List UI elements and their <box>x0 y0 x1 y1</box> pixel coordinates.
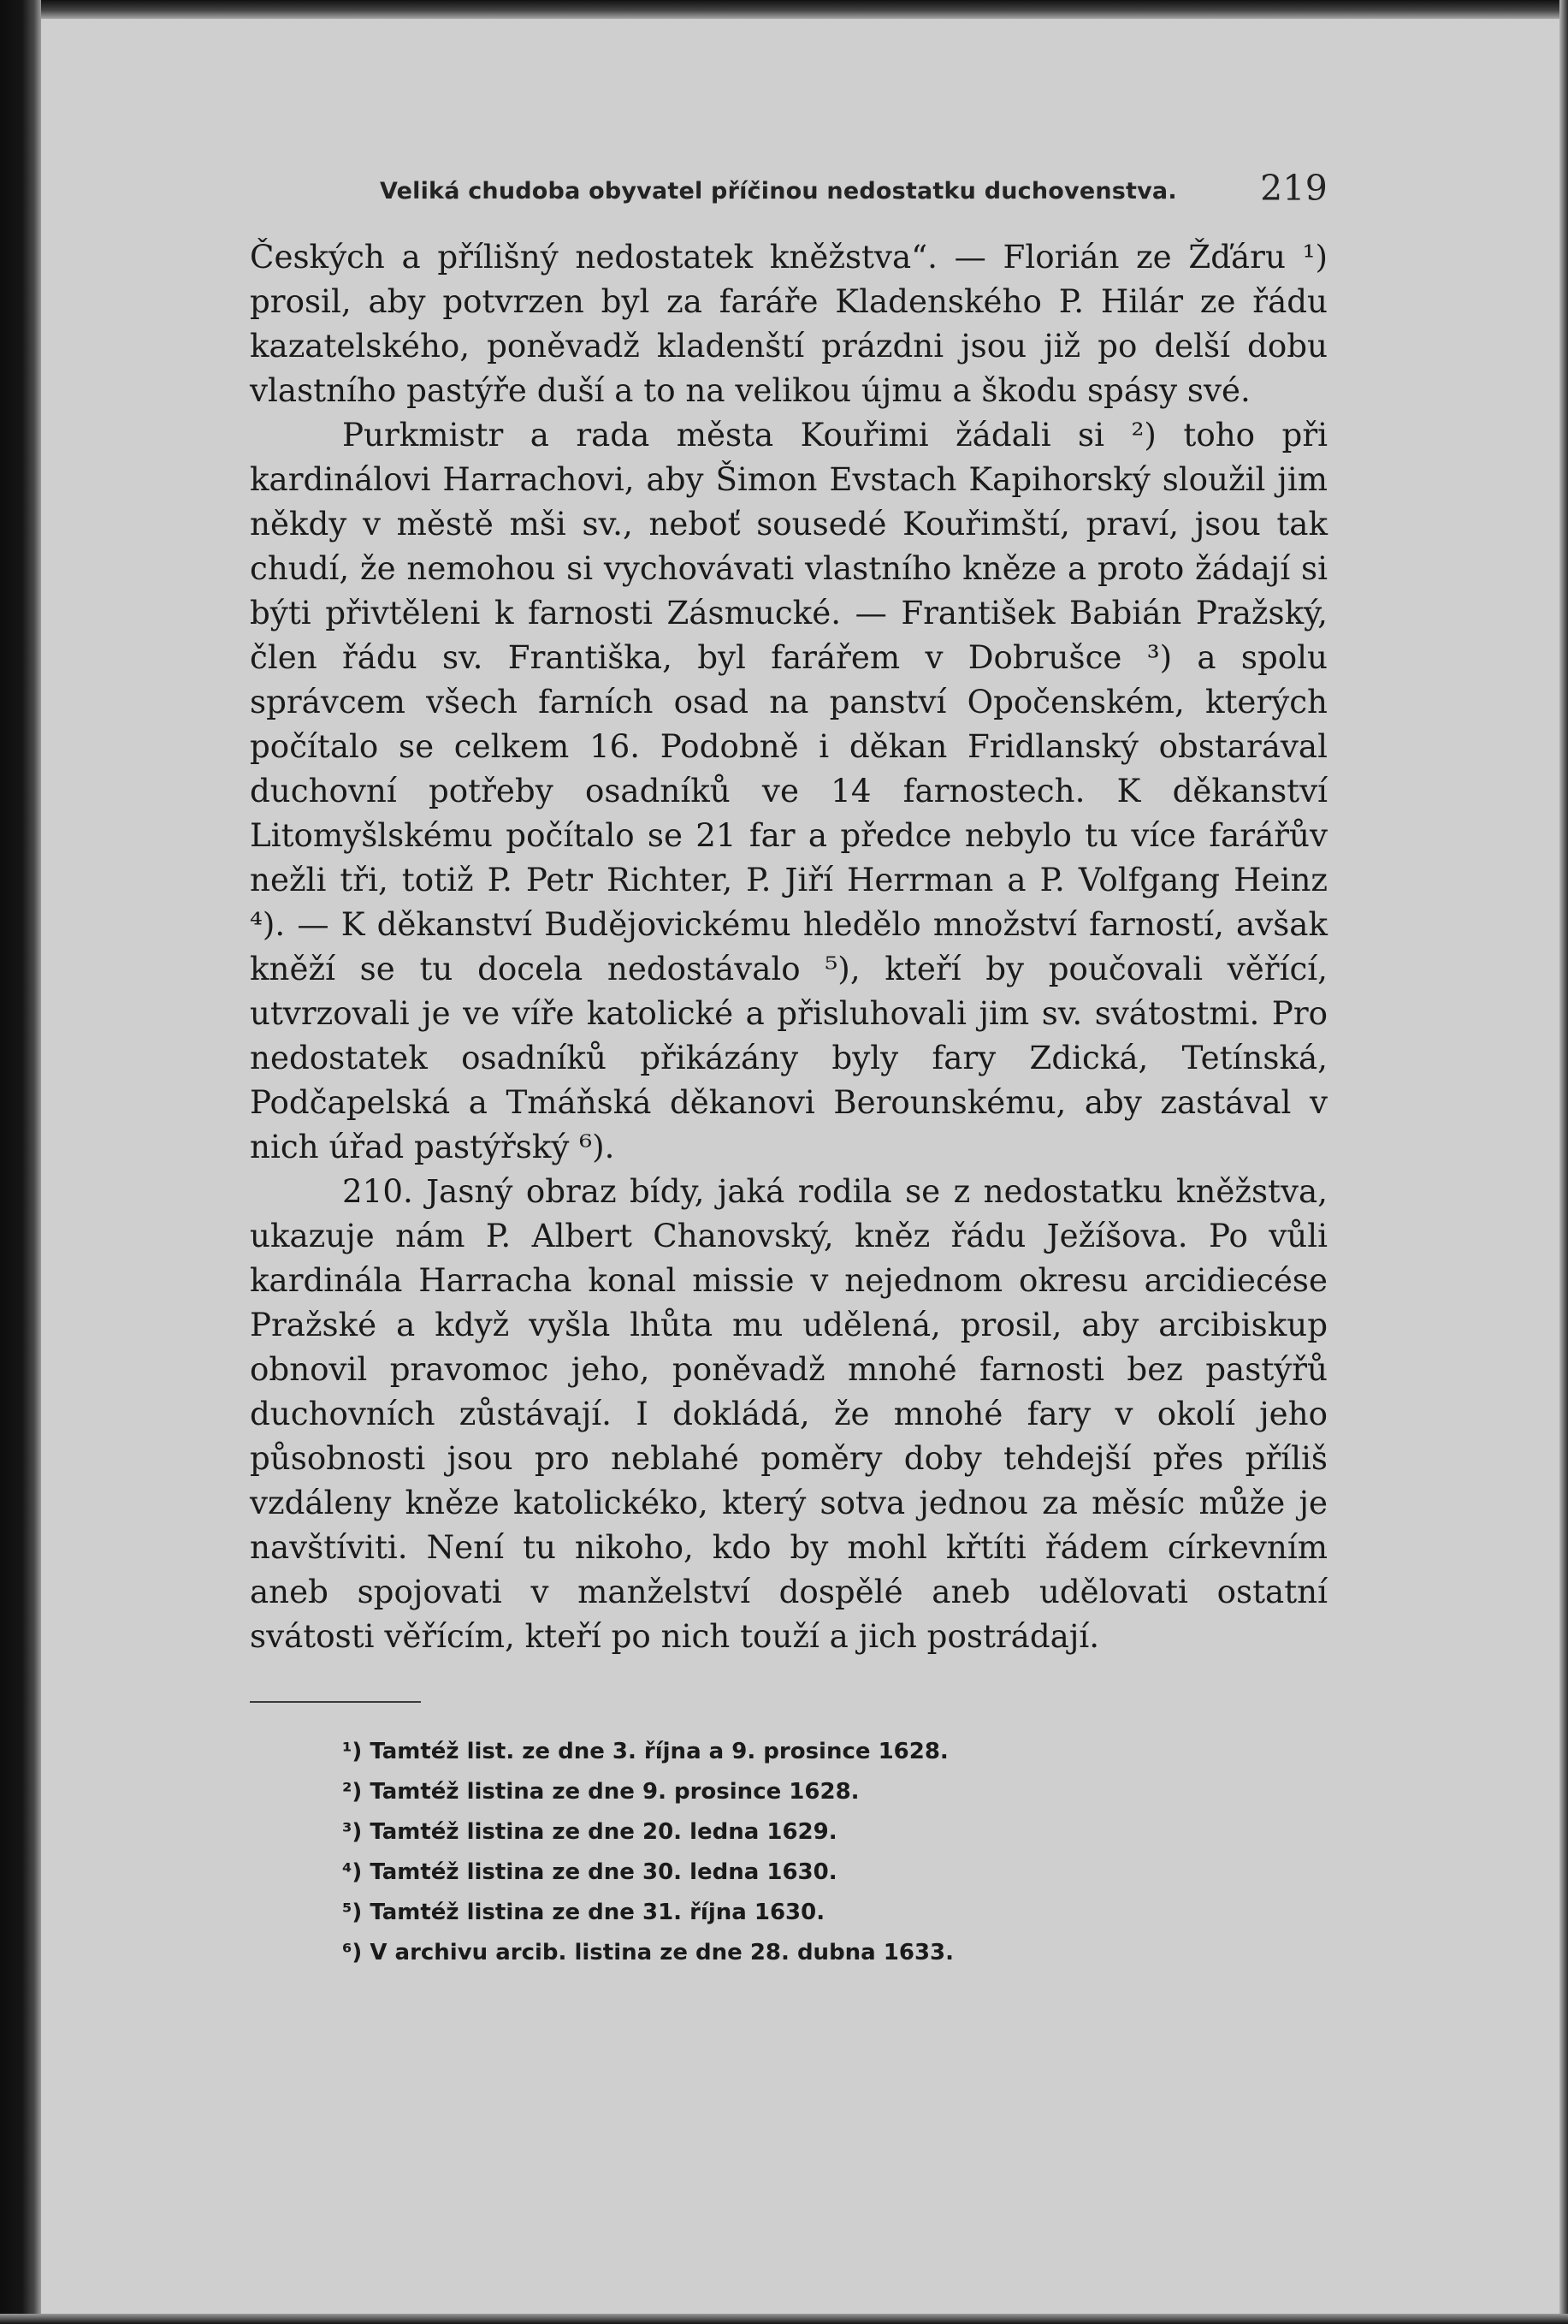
footnote-text: Tamtéž listina ze dne 9. prosince 1628. <box>370 1779 860 1805</box>
footnote-mark: ²) <box>342 1779 363 1805</box>
scan-top-edge <box>0 0 1568 19</box>
footnote-1 <box>342 1732 1328 1772</box>
footnote-mark: ⁴) <box>342 1859 363 1885</box>
paragraph-210: 210. Jasný obraz bídy, jaká rodila se z nedostatku kněžstva, ukazuje nám P. Albert Chanovský, kněz řádu Ježíšova. Po vůli kardinála Harracha konal missie v nejednom okresu arcidiecése Pražské a když vyšla lhůta mu udělená, prosil, aby arcibiskup obnovil pravomoc jeho, poněvadž mnohé farnosti bez pastýřů duchovních zůstávají. I dokládá, že mnohé fary v okolí jeho působnosti jsou pro neblahé poměry doby tehdejší přes příliš vzdáleny kněze katolickéko, který sotva jednou za měsíc může je navštíviti. Není tu nikoho, kdo by mohl křtíti řádem církevním aneb spojovati v manželství dospělé aneb udělovati ostatní svátosti věřícím, kteří po nich touží a jich postrádají. <box>250 1172 1328 1655</box>
footnote-4 <box>342 1853 1328 1893</box>
page-content <box>250 168 1328 1973</box>
scan-left-edge <box>0 0 41 2324</box>
running-head-title: Veliká chudoba obyvatel příčinou nedostatku duchovenstva. <box>380 178 1177 205</box>
footnote-mark: ⁵) <box>342 1900 363 1925</box>
footnote-6 <box>342 1933 1328 1973</box>
footnote-2 <box>342 1772 1328 1812</box>
footnote-3 <box>342 1812 1328 1853</box>
footnote-5 <box>342 1893 1328 1933</box>
footnote-text: Tamtéž list. ze dne 3. října a 9. prosince 1628. <box>370 1739 949 1764</box>
scan-bottom-edge <box>0 2314 1568 2324</box>
footnote-text: Tamtéž listina ze dne 20. ledna 1629. <box>370 1819 837 1845</box>
footnote-text: Tamtéž listina ze dne 31. října 1630. <box>370 1900 825 1925</box>
body-text <box>250 234 1328 1658</box>
footnote-divider <box>250 1701 421 1703</box>
page-number: 219 <box>1260 168 1328 209</box>
footnote-mark: ¹) <box>342 1739 363 1764</box>
footnote-mark: ⁶) <box>342 1940 363 1965</box>
paragraph-continuation: Českých a přílišný nedostatek kněžstva“. — Florián ze Žďáru ¹) prosil, aby potvrzen byl za faráře Kladenského P. Hilár ze řádu kazatelského, poněvadž kladenští prázdni jsou již po delší dobu vlastního pastýře duší a to na velikou újmu a škodu spásy své. <box>250 238 1328 409</box>
footnote-mark: ³) <box>342 1819 363 1845</box>
scan-right-edge <box>1559 0 1568 2324</box>
footnote-text: V archivu arcib. listina ze dne 28. dubna 1633. <box>370 1940 955 1965</box>
paragraph-purkmistr: Purkmistr a rada města Kouřimi žádali si ²) toho při kardinálovi Harrachovi, aby Šimon Evstach Kapihorský sloužil jim někdy v městě mši sv., neboť sousedé Kouřimští, praví, jsou tak chudí, že nemohou si vychovávati vlastního kněze a proto žádají si býti přivtěleni k farnosti Zásmucké. — František Babián Pražský, člen řádu sv. Františka, byl farářem v Dobrušce ³) a spolu správcem všech farních osad na panství Opočenském, kterých počítalo se celkem 16. Podobně i děkan Fridlanský obstarával duchovní potřeby osadníků ve 14 farnostech. K děkanství Litomyšlskému počítalo se 21 far a předce nebylo tu více farářův nežli tři, totiž P. Petr Richter, P. Jiří Herrman a P. Volfgang Heinz ⁴). — K děkanství Budějovickému hledělo množství farností, avšak kněží se tu docela nedostávalo ⁵), kteří by poučovali věřící, utvrzovali je ve víře katolické a přisluhovali jim sv. svátostmi. Pro nedostatek osadníků přikázány byly fary Zdická, Tetínská, Podčapelská a Tmáňská děkanovi Berounskému, aby zastával v nich úřad pastýřský ⁶). <box>250 416 1328 1165</box>
footnote-text: Tamtéž listina ze dne 30. ledna 1630. <box>370 1859 837 1885</box>
running-head <box>250 168 1328 219</box>
footnotes <box>250 1732 1328 1973</box>
